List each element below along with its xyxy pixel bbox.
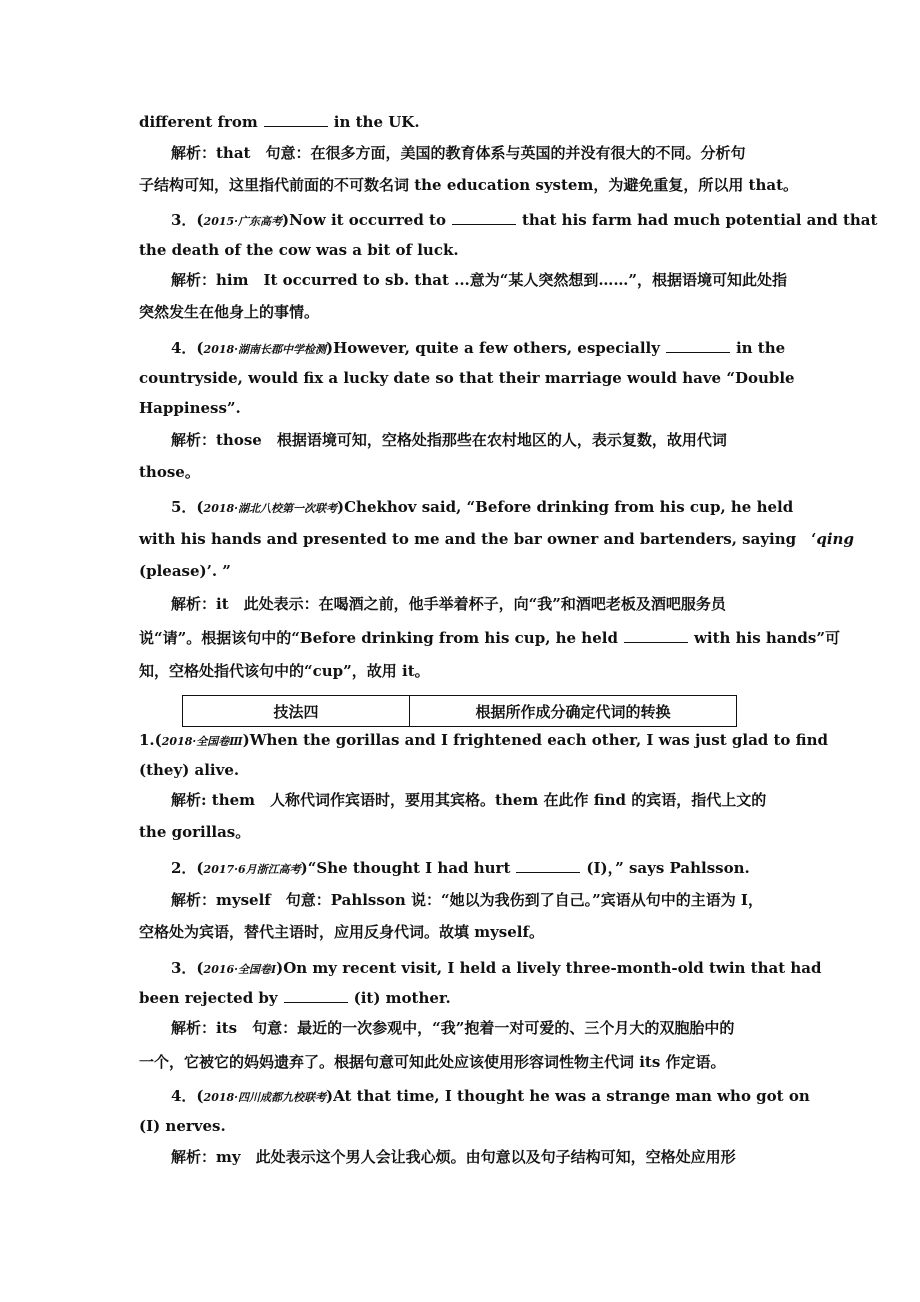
text-line: with his hands and presented to me and the bar owner and bartenders, saying ‘qing <box>139 530 854 548</box>
text-line: 突然发生在他身上的事情。 <box>139 303 320 321</box>
analysis-line: 解析：that 句意：在很多方面，美国的教育体系与英国的并没有很大的不同。分析句 <box>171 144 746 162</box>
text-line: the gorillas。 <box>139 823 251 841</box>
practice-4: 4．(2018·四川成都九校联考)At that time, I thought he was a strange man who got on <box>171 1087 810 1105</box>
answer-blank <box>516 858 580 873</box>
text-line: (they) alive. <box>139 761 240 779</box>
text-line: the death of the cow was a bit of luck. <box>139 241 459 259</box>
answer-blank <box>284 988 348 1003</box>
analysis-line: 解析：him It occurred to sb. that ...意为“某人突然想到……”，根据语境可知此处指 <box>171 271 788 289</box>
question-4: 4．(2018·湖南长郡中学检测)However, quite a few others, especially in the <box>171 339 786 357</box>
table-cell-technique: 技法四 <box>183 696 410 726</box>
analysis-line: 解析：it 此处表示：在喝酒之前，他手举着杯子，向“我”和酒吧老板及酒吧服务员 <box>171 595 726 613</box>
text-line: countryside, would fix a lucky date so that their marriage would have “Double <box>139 369 795 387</box>
question-5: 5．(2018·湖北八校第一次联考)Chekhov said, “Before drinking from his cup, he held <box>171 498 794 516</box>
text-line: 子结构可知，这里指代前面的不可数名词 the education system，为避免重复，所以用 that。 <box>139 176 799 194</box>
text-line: different from in the UK. <box>139 113 420 131</box>
practice-3: 3．(2016·全国卷Ⅰ)On my recent visit, I held a lively three-month-old twin that had <box>171 959 822 977</box>
text-line: been rejected by (it) mother. <box>139 989 451 1007</box>
answer-blank <box>264 112 328 127</box>
text-line: Happiness”. <box>139 399 241 417</box>
text-line: 空格处为宾语，替代主语时，应用反身代词。故填 myself。 <box>139 923 544 941</box>
practice-2: 2．(2017·6月浙江高考)“She thought I had hurt (I)，” says Pahlsson. <box>171 859 750 877</box>
analysis-line: 解析：my 此处表示这个男人会让我心烦。由句意以及句子结构可知，空格处应用形 <box>171 1148 736 1166</box>
text-line: those。 <box>139 463 200 481</box>
practice-1: 1.(2018·全国卷Ⅲ)When the gorillas and I frightened each other, I was just glad to find <box>139 731 828 749</box>
analysis-line: 解析：its 句意：最近的一次参观中，“我”抱着一对可爱的、三个月大的双胞胎中的 <box>171 1019 735 1037</box>
answer-blank <box>452 210 516 225</box>
analysis-line: 解析：myself 句意：Pahlsson 说：“她以为我伤到了自己。”宾语从句中的主语为 I， <box>171 891 763 909</box>
text-line: 一个，它被它的妈妈遗弃了。根据句意可知此处应该使用形容词性物主代词 its 作定语。 <box>139 1053 726 1071</box>
text-line: (please)’. ” <box>139 562 231 580</box>
text-line: 说“请”。根据该句中的“Before drinking from his cup, he held with his hands”可 <box>139 629 840 647</box>
analysis-line: 解析: them 人称代词作宾语时，要用其宾格。them 在此作 find 的宾语，指代上文的 <box>171 791 767 809</box>
question-3: 3．(2015·广东高考)Now it occurred to that his farm had much potential and that <box>171 211 878 229</box>
table-cell-title: 根据所作成分确定代词的转换 <box>475 702 671 721</box>
answer-blank <box>666 338 730 353</box>
answer-blank <box>624 628 688 643</box>
text-line: (I) nerves. <box>139 1117 226 1135</box>
text-line: 知，空格处指代该句中的“cup”，故用 it。 <box>139 662 430 680</box>
analysis-line: 解析：those 根据语境可知，空格处指那些在农村地区的人，表示复数，故用代词 <box>171 431 727 449</box>
technique-table <box>182 695 737 727</box>
